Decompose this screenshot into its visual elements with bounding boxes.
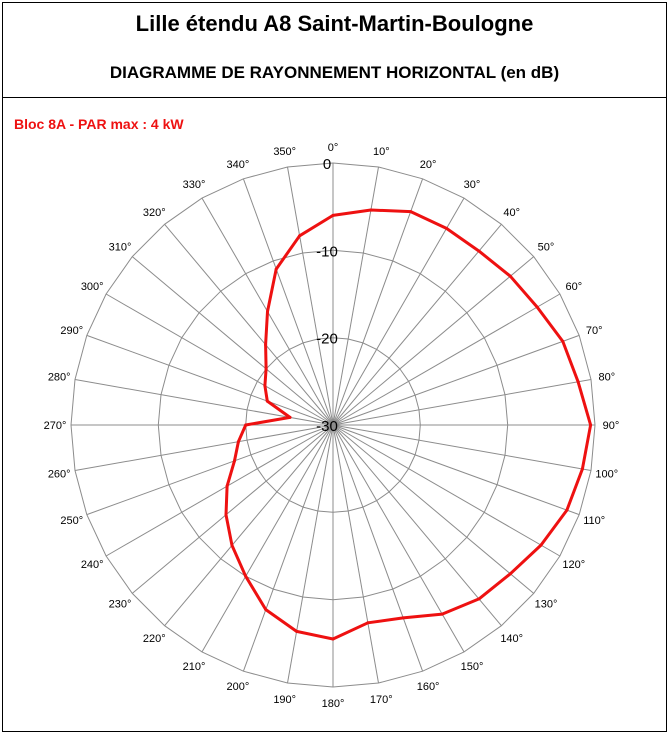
angle-label: 300° — [80, 281, 104, 293]
grid-spoke — [87, 425, 333, 515]
grid-spoke — [243, 179, 333, 425]
data-point — [265, 367, 268, 370]
data-point — [332, 638, 335, 641]
angle-label: 210° — [182, 660, 206, 673]
data-point — [295, 630, 298, 633]
grid-spoke — [333, 425, 534, 593]
data-point — [289, 416, 292, 419]
angle-label: 280° — [47, 371, 71, 384]
data-point — [275, 268, 278, 271]
data-point — [366, 621, 369, 624]
angle-label: 160° — [416, 681, 440, 694]
r-tick-label: -30 — [316, 418, 338, 435]
angle-label: 330° — [182, 179, 206, 192]
angle-label: 40° — [503, 207, 521, 219]
data-point — [478, 250, 481, 253]
grid-spoke — [165, 224, 333, 425]
data-point — [577, 380, 580, 383]
angle-label: 310° — [108, 241, 132, 254]
angle-label: 80° — [598, 371, 616, 384]
angle-label: 120° — [562, 559, 586, 571]
grid-spoke — [333, 335, 579, 425]
data-point — [402, 616, 405, 619]
angle-label: 150° — [460, 660, 484, 673]
angle-label: 270° — [43, 420, 67, 432]
angle-label: 340° — [226, 158, 250, 171]
grid-spoke — [333, 425, 579, 515]
data-point — [409, 210, 412, 213]
data-point — [298, 234, 301, 237]
angle-label: 110° — [583, 515, 606, 528]
angle-label: 200° — [226, 681, 250, 694]
angle-label: 100° — [595, 468, 619, 481]
data-point — [263, 384, 266, 387]
angle-label: 350° — [273, 146, 297, 159]
angle-label: 260° — [47, 468, 71, 481]
angle-label: 0° — [327, 142, 339, 154]
grid-spoke — [333, 257, 534, 425]
data-point — [237, 440, 240, 443]
data-point — [561, 340, 564, 343]
angle-label: 90° — [602, 420, 620, 432]
angle-label: 70° — [585, 324, 603, 337]
angle-label: 220° — [142, 633, 166, 645]
data-point — [264, 608, 267, 611]
grid-spoke — [333, 224, 501, 425]
data-point — [231, 544, 234, 547]
data-point — [536, 306, 539, 309]
data-point — [509, 275, 512, 278]
angle-label: 10° — [372, 146, 390, 159]
angle-label: 250° — [60, 515, 84, 528]
data-point — [244, 575, 247, 578]
angle-label: 50° — [537, 241, 555, 254]
chart-subtitle: DIAGRAMME DE RAYONNEMENT HORIZONTAL (en dB) — [109, 63, 560, 82]
grid-spoke — [333, 425, 501, 626]
angle-label: 140° — [500, 633, 524, 645]
data-point — [540, 544, 543, 547]
grid-spoke — [132, 425, 333, 593]
data-point — [332, 214, 335, 217]
r-tick-label: 0 — [322, 156, 332, 173]
data-point — [264, 343, 267, 346]
data-point — [244, 424, 247, 427]
data-point — [565, 509, 568, 512]
angle-label: 240° — [80, 559, 104, 571]
grid-spoke — [333, 179, 423, 425]
data-point — [266, 310, 269, 313]
grid-spoke — [87, 335, 333, 425]
data-point — [441, 613, 444, 616]
data-point — [589, 424, 592, 427]
grid-spoke — [243, 425, 333, 671]
data-point — [581, 468, 584, 471]
angle-label: 30° — [463, 179, 481, 192]
grid-spoke — [132, 257, 333, 425]
data-point — [233, 459, 236, 462]
r-tick-label: -10 — [316, 243, 338, 261]
angle-label: 320° — [142, 207, 166, 219]
series-label: Bloc 8A - PAR max : 4 kW — [14, 116, 184, 132]
data-point — [445, 227, 448, 230]
data-point — [225, 513, 228, 516]
grid-spoke — [165, 425, 333, 626]
angle-label: 190° — [273, 693, 297, 706]
angle-label: 290° — [60, 324, 84, 337]
angle-label: 60° — [565, 281, 583, 293]
angle-label: 130° — [534, 598, 558, 611]
data-point — [266, 400, 269, 403]
r-tick-label: -20 — [316, 330, 338, 348]
data-point — [226, 485, 229, 488]
angle-label: 230° — [108, 598, 132, 611]
data-point — [478, 597, 481, 600]
angle-label: 180° — [321, 698, 345, 710]
data-point — [509, 572, 512, 575]
chart-title: Lille étendu A8 Saint-Martin-Boulogne — [135, 11, 534, 36]
angle-label: 20° — [419, 158, 437, 171]
angle-label: 170° — [369, 693, 393, 706]
data-point — [369, 209, 372, 212]
